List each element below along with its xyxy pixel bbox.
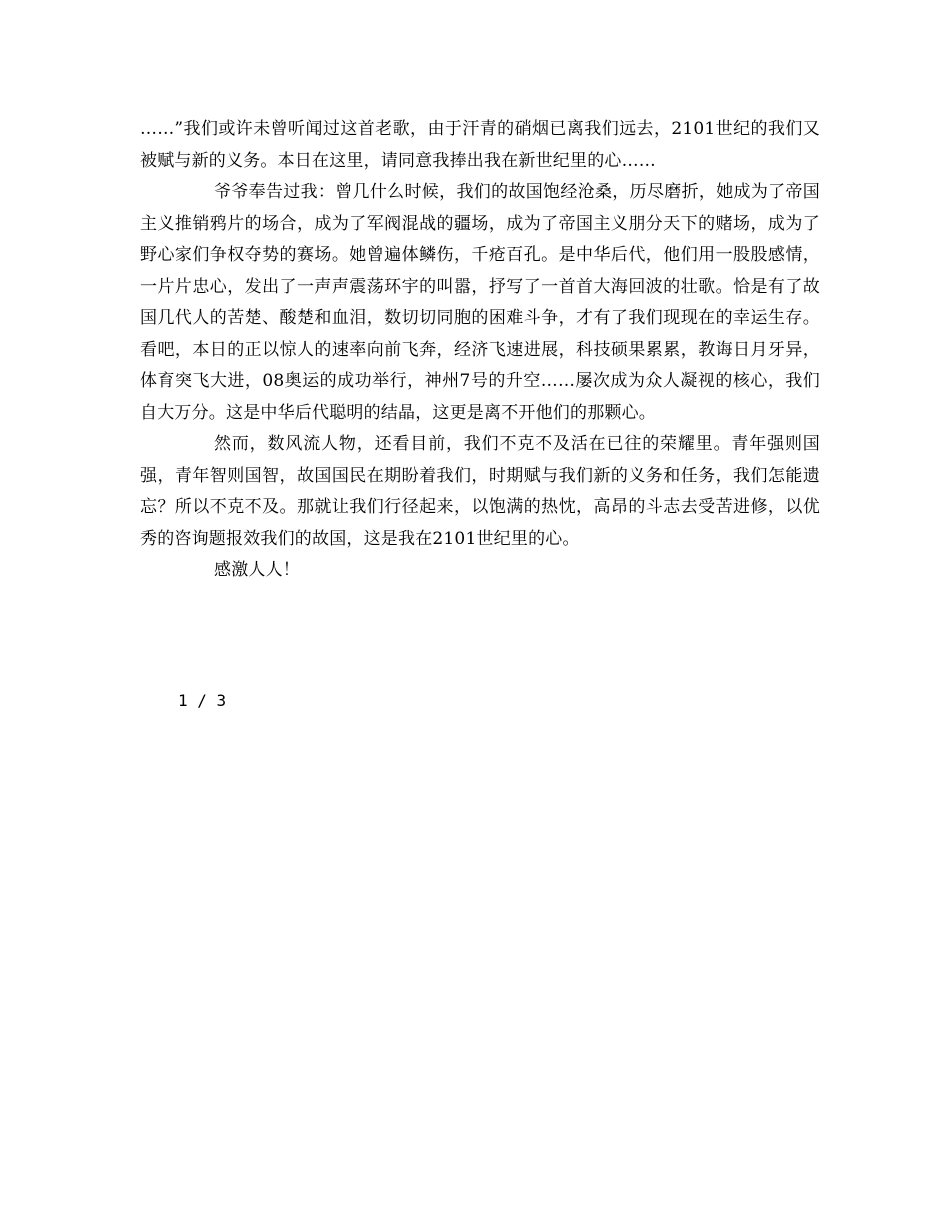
paragraph-opening-quote: ……”我们或许未曾听闻过这首老歌，由于汗青的硝烟已离我们远去，2101世纪的我们又被赋与新的义务。本日在这里，请同意我捧出我在新世纪里的心……	[140, 119, 820, 171]
paragraph-grandfather-story: 爷爷奉告过我：曾几什么时候，我们的故国饱经沧桑，历尽磨折，她成为了帝国主义推销鸦片的场合，成为了军阀混战的疆场，成为了帝国主义朋分天下的赌场，成为了野心家们争权夺势的赛场。她曾遍体鳞伤，千疮百孔。是中华后代，他们用一股股感情，一片片忠心，发出了一声声震荡环宇的叫嚣，抒写了一首首大海回波的壮歌。恰是有了故国几代人的苦楚、酸楚和血泪，数切切同胞的困难斗争，才有了我们现现在的幸运生存。看吧，本日的正以惊人的速率向前飞奔，经济飞速进展，科技硕果累累，教诲日月牙异，体育突飞大进，08奥运的成功举行，神州7号的升空……屡次成为众人凝视的核心，我们自大万分。这是中华后代聪明的结晶，这更是离不开他们的那颗心。	[140, 182, 820, 423]
paragraph-thanks: 感激人人！	[214, 560, 300, 580]
page-number: 1 / 3	[178, 691, 227, 710]
document-body	[140, 114, 820, 587]
paragraph-youth-responsibility: 然而，数风流人物，还看目前，我们不克不及活在已往的荣耀里。青年强则国强，青年智则国智，故国国民在期盼着我们，时期赋与我们新的义务和任务，我们怎能遗忘？所以不克不及。那就让我们行径起来，以饱满的热忱，高昂的斗志去受苦进修，以优秀的咨询题报效我们的故国，这是我在2101世纪里的心。	[140, 434, 820, 549]
